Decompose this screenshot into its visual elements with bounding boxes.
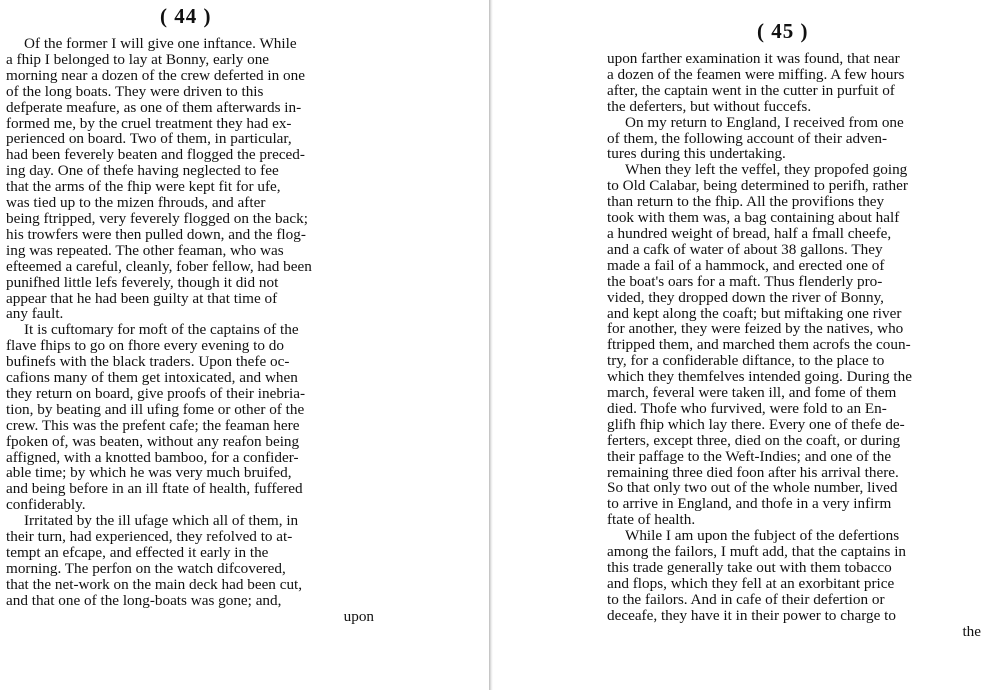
text-line: took with them was, a bag containing about half [607,210,900,226]
text-line: made a fail of a hammock, and erected one of [607,257,885,274]
text-line: appear that he had been guilty at that time of [6,290,278,307]
text-line: to Old Calabar, being determined to perifh, rather [607,178,908,195]
text-line: Irritated by the ill ufage which all of them, in [24,513,299,530]
text-line: and flops, which they fell at an exorbitant price [607,575,895,592]
text-line: try, for a confiderable diftance, to the place to [607,353,885,370]
catchword: upon [343,607,374,625]
text-line: was tied up to the mizen fhrouds, and after [6,195,266,211]
text-line: tures during this undertaking. [607,146,786,163]
text-line: defperate meafure, as one of them afterwards in- [6,99,302,116]
text-line: So that only two out of the whole number, lived [607,480,898,497]
text-line: to the failors. And in cafe of their defertion or [607,591,885,608]
text-line: efteemed a careful, cleanly, fober fellow, had been [6,258,312,275]
text-line: that the net-work on the main deck had been cut, [6,576,303,593]
text-line: morning. The perfon on the watch difcovered, [6,560,286,577]
text-line: upon farther examination it was found, that near [607,51,900,67]
text-line: and being before in an ill ftate of health, fuffered [6,481,303,498]
text-line: flave fhips to go on fhore every evening to do [6,338,284,355]
text-line: It is cuftomary for moft of the captains of the [24,322,299,339]
text-line: and a cafk of water of about 38 gallons. They [607,241,883,258]
page-number-right: ( 45 ) [757,19,809,43]
left-page-text [6,36,380,625]
page-number-left: ( 44 ) [160,4,212,28]
text-line: that the arms of the fhip were kept fit for ufe, [6,179,281,196]
text-line: morning near a dozen of the crew deferted in one [6,67,305,84]
text-line: a fhip I belonged to lay at Bonny, early one [6,51,270,68]
text-line: ftripped them, and marched them acrofs the coun- [607,337,911,354]
text-line: which they themfelves intended going. During the [607,369,912,386]
text-line: than return to the fhip. All the provifions they [607,194,885,211]
text-line: cafions many of them get intoxicated, and when [6,370,298,386]
text-line: of them, the following account of their adven- [607,130,888,147]
text-line: after, the captain went in the cutter in purfuit of [607,82,895,99]
text-line: glifh fhip which lay there. Every one of thefe de- [607,416,905,433]
text-line: crew. This was the prefent cafe; the feaman here [6,417,300,434]
text-line: the deferters, but without fuccefs. [607,98,812,115]
right-page-text [607,51,987,640]
text-line: their turn, had experienced, they refolved to at- [6,529,293,545]
text-line: for another, they were feized by the natives, who [607,321,904,338]
text-line: they return on board, give proofs of their inebria- [6,385,306,402]
text-line: formed me, by the cruel treatment they had ex- [6,115,292,132]
text-line: march, feveral were taken ill, and fome of them [607,385,897,401]
text-line: a hundred weight of bread, half a fmall cheefe, [607,225,892,242]
text-line: affigned, with a knotted bamboo, for a confider- [6,449,299,466]
text-line: On my return to England, I received from one [625,114,904,131]
text-line: ing day. One of thefe having neglected to fee [6,163,279,180]
text-line: While I am upon the fubject of the defertions [625,528,900,545]
text-line: Of the former I will give one inftance. While [24,36,297,52]
left-page [0,0,490,690]
text-line: perienced on board. Two of them, in particular, [6,131,292,148]
text-line: among the failors, I muft add, that the captains in [607,544,907,560]
text-line: their paffage to the Weft-Indies; and one of the [607,448,892,465]
text-line: a dozen of the feamen were miffing. A few hours [607,66,905,83]
text-line: and kept along the coaft; but miftaking one river [607,305,902,322]
text-line: ing was repeated. The other feaman, who was [6,242,284,259]
text-line: deceafe, they have it in their power to charge to [607,607,896,624]
text-line: to arrive in England, and thofe in a very infirm [607,496,892,513]
text-line: his trowfers were then pulled down, and the flog- [6,226,306,243]
text-line: ferters, except three, died on the coaft, or during [607,432,901,449]
text-line: able time; by which he was very much bruifed, [6,465,292,482]
text-line: this trade generally take out with them tobacco [607,560,892,576]
text-line: punifhed little lefs feverely, though it did not [6,274,279,291]
text-line: bufinefs with the black traders. Upon thefe oc- [6,354,290,371]
catchword: the [962,622,981,640]
text-line: vided, they dropped down the river of Bonny, [607,289,884,306]
text-line: died. Thofe who furvived, were fold to an En- [607,400,887,417]
text-line: fpoken of, was beaten, without any reafon being [6,433,300,450]
text-line: remaining three died foon after his arrival there. [607,464,899,481]
text-line: confiderably. [6,497,86,514]
text-line: tion, by beating and ill ufing fome or other of the [6,401,305,418]
text-line: When they left the veffel, they propofed going [625,162,908,179]
text-line: had been feverely beaten and flogged the preced- [6,147,305,164]
text-line: the boat's oars for a maft. Thus flenderly pro- [607,273,883,290]
text-line: tempt an efcape, and effected it early in the [6,545,269,561]
book-gutter [489,0,493,690]
text-line: ftate of health. [607,512,696,529]
text-line: and that one of the long-boats was gone; and, [6,592,282,609]
right-page [495,0,1000,690]
text-line: any fault. [6,306,64,323]
text-line: being ftripped, very feverely flogged on the back; [6,210,308,227]
text-line: of the long boats. They were driven to this [6,83,264,100]
